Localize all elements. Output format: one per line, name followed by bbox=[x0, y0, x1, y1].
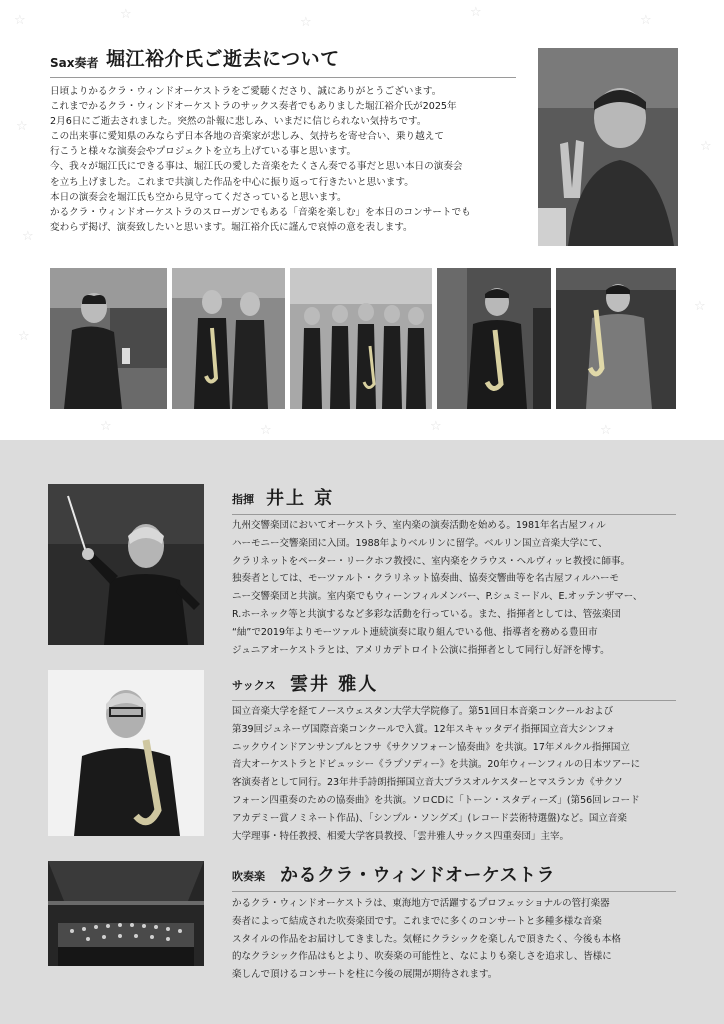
memorial-line: 行こうと様々な演奏会やプロジェクトを立ち上げている事と思います。 bbox=[50, 146, 357, 158]
saxophonist-name: 雲井 雅人 bbox=[290, 674, 379, 695]
orchestra-heading bbox=[232, 861, 678, 889]
orchestra-role: 吹奏楽 bbox=[232, 870, 265, 883]
star-decoration: ☆ bbox=[22, 229, 34, 244]
star-decoration: ☆ bbox=[100, 419, 112, 434]
memorial-line: これまでかるクラ・ウィンドオーケストラのサックス奏者でもありました堀江裕介氏が2025年 bbox=[50, 101, 457, 113]
conductor-photo bbox=[48, 484, 204, 645]
memorial-section bbox=[0, 0, 724, 440]
bio-line: ジュニアオーケストラとは、アメリカデトロイト公演に指揮者として同行し好評を博す。 bbox=[232, 644, 610, 656]
orchestra-name: かるクラ・ウィンドオーケストラ bbox=[280, 865, 556, 886]
conductor-name: 井上 京 bbox=[266, 488, 335, 509]
bio-line: 客演奏者として同行。23年井手詩朗指揮国立音大ブラスオルケスターとマスランカ《サクソ bbox=[232, 777, 623, 789]
memorial-line: 本日の演奏会を堀江氏も空から見守ってくださっていると思います。 bbox=[50, 191, 347, 203]
star-decoration: ☆ bbox=[700, 139, 712, 154]
conductor-divider bbox=[232, 514, 676, 515]
memorial-line: 変わらず掲げ、演奏致したいと思います。堀江裕介氏に謹んで哀悼の意を表します。 bbox=[50, 221, 413, 233]
bio-line: クラリネットをペーター・リークホフ教授に、室内楽をクラウス・ヘルヴィッヒ教授に師事。 bbox=[232, 555, 630, 567]
conductor-bio bbox=[232, 517, 678, 659]
memory-photo-3 bbox=[290, 268, 432, 409]
star-decoration: ☆ bbox=[600, 423, 612, 438]
memorial-role: Sax奏者 bbox=[50, 56, 99, 70]
saxophonist-bio bbox=[232, 703, 678, 845]
star-decoration: ☆ bbox=[120, 7, 132, 22]
bio-line: 第39回ジュネーヴ国際音楽コンクールで入賞。12年スキャッタデイ指揮国立音大シンフォ bbox=[232, 723, 616, 735]
star-decoration: ☆ bbox=[470, 5, 482, 20]
memorial-line: 今、我々が堀江氏にできる事は、堀江氏の愛した音楽をたくさん奏でる事だと思い本日の演奏会 bbox=[50, 161, 463, 173]
bio-line: 独奏者としては、モーツァルト・クラリネット協奏曲、協奏交響曲等を名古屋フィルハーモ bbox=[232, 573, 620, 585]
memorial-line: 日頃よりかるクラ・ウィンドオーケストラをご愛聴くださり、誠にありがとうございます。 bbox=[50, 86, 442, 97]
bio-line: 楽しんで頂けるコンサートを柱に今後の展開が期待されます。 bbox=[232, 969, 498, 981]
memorial-line: 2月6日にご逝去されました。突然の訃報に悲しみ、いまだに信じられない気持ちです。 bbox=[50, 116, 427, 128]
bio-line: 国立音楽大学を経てノースウェスタン大学大学院修了。第51回日本音楽コンクールおよび bbox=[232, 706, 614, 717]
saxophonist-divider bbox=[232, 700, 676, 701]
memory-photo-4 bbox=[437, 268, 551, 409]
bio-line: ハーモニー交響楽団に入団。1988年よりベルリンに留学。ベルリン国立音楽大学にて、 bbox=[232, 537, 608, 549]
bio-line: スタイルの作品をお届けしてきました。気軽にクラシックを楽しんで頂きたく、今後も本格 bbox=[232, 933, 621, 945]
bio-line: フォーン四重奏のための協奏曲》を共演。ソロCDに「トーン・スタディーズ」(第56回レコード bbox=[232, 794, 640, 806]
profiles-section bbox=[0, 440, 724, 1024]
conductor-role: 指揮 bbox=[232, 493, 254, 506]
bio-line: R.ホーネック等と共演するなど多彩な活動を行っている。また、指揮者としては、管弦楽団 bbox=[232, 608, 621, 620]
conductor-heading bbox=[232, 484, 678, 512]
portrait-photo bbox=[538, 48, 678, 246]
orchestra-bio bbox=[232, 895, 678, 984]
star-decoration: ☆ bbox=[16, 119, 28, 134]
bio-line: 音大オーケストラとドビュッシー《ラプソディー》を共演。20年ウィーンフィルの日本ツアーに bbox=[232, 759, 641, 771]
bio-line: “紬”で2019年よりモーツァルト連続演奏に取り組んでいる他、指導者を務める豊田市 bbox=[232, 626, 598, 638]
memorial-title: 堀江裕介氏ご逝去について bbox=[106, 48, 340, 70]
bio-line: アカデミー賞ノミネート作品)、「シンプル・ソングズ」(レコード芸術特選盤)など。国立音楽 bbox=[232, 812, 627, 824]
bio-line: ニー交響楽団と共演。室内楽でもウィーンフィルメンバー、P.シュミードル、E.オッテンザマー、 bbox=[232, 591, 643, 603]
memorial-line: かるクラ・ウィンドオーケストラのスローガンでもある「音楽を楽しむ」を本日のコンサートでも bbox=[50, 206, 471, 218]
bio-line: 大学理事・特任教授、相愛大学客員教授、「雲井雅人サックス四重奏団」主宰。 bbox=[232, 830, 569, 842]
memory-photo-2 bbox=[172, 268, 285, 409]
bio-line: ニックウインドアンサンブルとフサ《サクソフォーン協奏曲》を共演。17年メルクル指揮国立 bbox=[232, 741, 630, 753]
memorial-heading bbox=[50, 44, 520, 74]
star-decoration: ☆ bbox=[18, 329, 30, 344]
saxophonist-photo bbox=[48, 670, 204, 836]
memorial-divider bbox=[50, 77, 516, 78]
orchestra-photo bbox=[48, 861, 204, 966]
memorial-line: この出来事に愛知県のみならず日本各地の音楽家が悲しみ、気持ちを寄せ合い、乗り越えて bbox=[50, 131, 444, 143]
star-decoration: ☆ bbox=[260, 423, 272, 438]
saxophonist-role: サックス bbox=[232, 679, 276, 692]
star-decoration: ☆ bbox=[14, 13, 26, 28]
memory-photo-1 bbox=[50, 268, 167, 409]
bio-line: 奏者によって結成された吹奏楽団です。これまでに多くのコンサートと多種多様な音楽 bbox=[232, 915, 602, 927]
star-decoration: ☆ bbox=[640, 13, 652, 28]
star-decoration: ☆ bbox=[694, 299, 706, 314]
bio-line: 的なクラシック作品はもとより、吹奏楽の可能性と、なによりも楽しさを追求し、皆様に bbox=[232, 951, 612, 963]
bio-line: かるクラ・ウィンドオーケストラは、東海地方で活躍するプロフェッショナルの管打楽器 bbox=[232, 898, 610, 909]
orchestra-divider bbox=[232, 891, 676, 892]
saxophonist-heading bbox=[232, 670, 678, 698]
star-decoration: ☆ bbox=[430, 419, 442, 434]
memory-photo-5 bbox=[556, 268, 676, 409]
star-decoration: ☆ bbox=[300, 15, 312, 30]
memorial-line: を立ち上げました。これまで共演した作品を中心に振り返って行きたいと思います。 bbox=[50, 176, 414, 188]
bio-line: 九州交響楽団においてオーケストラ、室内楽の演奏活動を始める。1981年名古屋フィル bbox=[232, 520, 606, 531]
memorial-message bbox=[50, 84, 522, 235]
